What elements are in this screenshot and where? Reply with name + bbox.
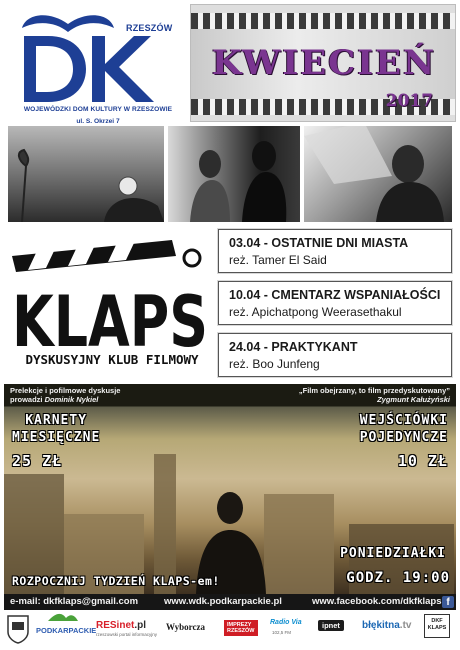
- blekitna-suffix: .tv: [399, 620, 412, 631]
- partner-crest-icon: [6, 614, 30, 644]
- film-director: reż. Tamer El Said: [229, 253, 327, 267]
- resinet-tagline: rzeszowski portal informacyjny: [96, 632, 158, 637]
- quote: [299, 386, 450, 404]
- film-director: reż. Apichatpong Weerasethakul: [229, 305, 402, 319]
- lecture-info: [10, 386, 120, 404]
- film-entry-3: [218, 333, 452, 377]
- monthly-pass-price: 25 ZŁ: [12, 452, 63, 470]
- contact-website[interactable]: www.wdk.podkarpackie.pl: [164, 596, 282, 607]
- sponsor-resinet: [96, 620, 146, 631]
- film-strip-top: [191, 13, 456, 29]
- ticket-line-2: POJEDYNCZE: [359, 430, 448, 445]
- club-subtitle: DYSKUSYJNY KLUB FILMOWY: [25, 352, 199, 367]
- podkarpackie-logo-icon: [48, 612, 78, 622]
- young-man-image-icon: [304, 126, 452, 222]
- film-director: reż. Boo Junfeng: [229, 357, 320, 371]
- two-women-image-icon: [168, 126, 300, 222]
- flowers-image-icon: [8, 126, 164, 222]
- quote-text: „Film obejrzany, to film przedyskutowany”: [298, 386, 450, 395]
- imprezy-line-1: IMPREZY: [227, 622, 252, 628]
- month-title: KWIECIEŃ: [211, 43, 437, 83]
- single-ticket-label: [360, 412, 448, 446]
- contact-facebook[interactable]: www.facebook.com/dkfklaps: [312, 596, 442, 607]
- institution-name: WOJEWÓDZKI DOM KULTURY W RZESZOWIE: [23, 106, 173, 113]
- film-title: 10.04 - CMENTARZ WSPANIAŁOŚCI: [229, 288, 441, 302]
- sponsor-wyborcza: Wyborcza: [166, 622, 205, 632]
- screening-time: GODZ. 19:00: [346, 570, 450, 586]
- lecturer-name: Dominik Nykiel: [44, 395, 99, 404]
- monthly-pass-label: [12, 412, 100, 446]
- contact-bar: [4, 594, 456, 610]
- imprezy-line-2: RZESZÓW: [227, 628, 255, 634]
- wdk-logo-mark-icon: [8, 6, 188, 106]
- sponsor-podkarpackie: PODKARPACKIE: [36, 626, 97, 635]
- lecture-prefix: prowadzi: [10, 395, 45, 404]
- month-banner: [190, 4, 456, 122]
- klaps-club-logo: [6, 226, 214, 372]
- resinet-suffix: .pl: [134, 620, 147, 631]
- sponsor-dkf-klaps: [424, 614, 450, 638]
- sponsor-ipnet: ipnet: [318, 620, 344, 631]
- sponsor-imprezy-rzeszow: [224, 620, 258, 636]
- screening-day: PONIEDZIAŁKI: [340, 546, 446, 561]
- club-name-logo-text: KLAPS: [12, 281, 208, 350]
- film-still-3: [304, 126, 452, 222]
- radio-frequency: 102,5 FM: [272, 630, 292, 635]
- film-title: 03.04 - OSTATNIE DNI MIASTA: [229, 236, 409, 250]
- tagline: ROZPOCZNIJ TYDZIEŃ KLAPS-em!: [12, 574, 220, 588]
- wdk-logo: [8, 6, 186, 124]
- single-ticket-price: 10 ZŁ: [397, 452, 448, 470]
- building-shape: [264, 494, 334, 594]
- sponsor-radio-via: Radio Via: [270, 619, 302, 626]
- film-entry-1: [218, 229, 452, 273]
- film-title: 24.04 - PRAKTYKANT: [229, 340, 358, 354]
- city-photo-panel: [4, 384, 456, 594]
- building-shape: [154, 454, 176, 594]
- film-still-2: [168, 126, 300, 222]
- pass-line-2: MIESIĘCZNE: [12, 430, 101, 445]
- dkf-line-2: KLAPS: [427, 625, 447, 631]
- sponsor-blekitna-tv: [362, 620, 411, 631]
- logo-city: RZESZÓW: [126, 23, 173, 33]
- klaps-logo-mark-icon: [6, 226, 214, 350]
- month-year: 2017: [385, 91, 433, 111]
- lecture-line-1: Prelekcje i pofilmowe dyskusje: [10, 386, 121, 395]
- contact-email[interactable]: e-mail: dkfklaps@gmail.com: [10, 596, 139, 607]
- ticket-line-1: WEJŚCIÓWKI: [359, 413, 448, 428]
- facebook-icon[interactable]: f: [442, 596, 454, 608]
- lecture-line-2: [10, 395, 120, 404]
- dkf-line-1: DKF: [431, 618, 443, 624]
- resinet-main: RESinet: [96, 620, 135, 631]
- quote-author: Zygmunt Kałużyński: [377, 395, 450, 404]
- blekitna-main: błękitna: [362, 620, 400, 631]
- film-still-1: [8, 126, 164, 222]
- pass-line-1: KARNETY: [25, 413, 88, 428]
- film-entry-2: [218, 281, 452, 325]
- institution-address: ul. S. Okrzei 7: [76, 118, 120, 125]
